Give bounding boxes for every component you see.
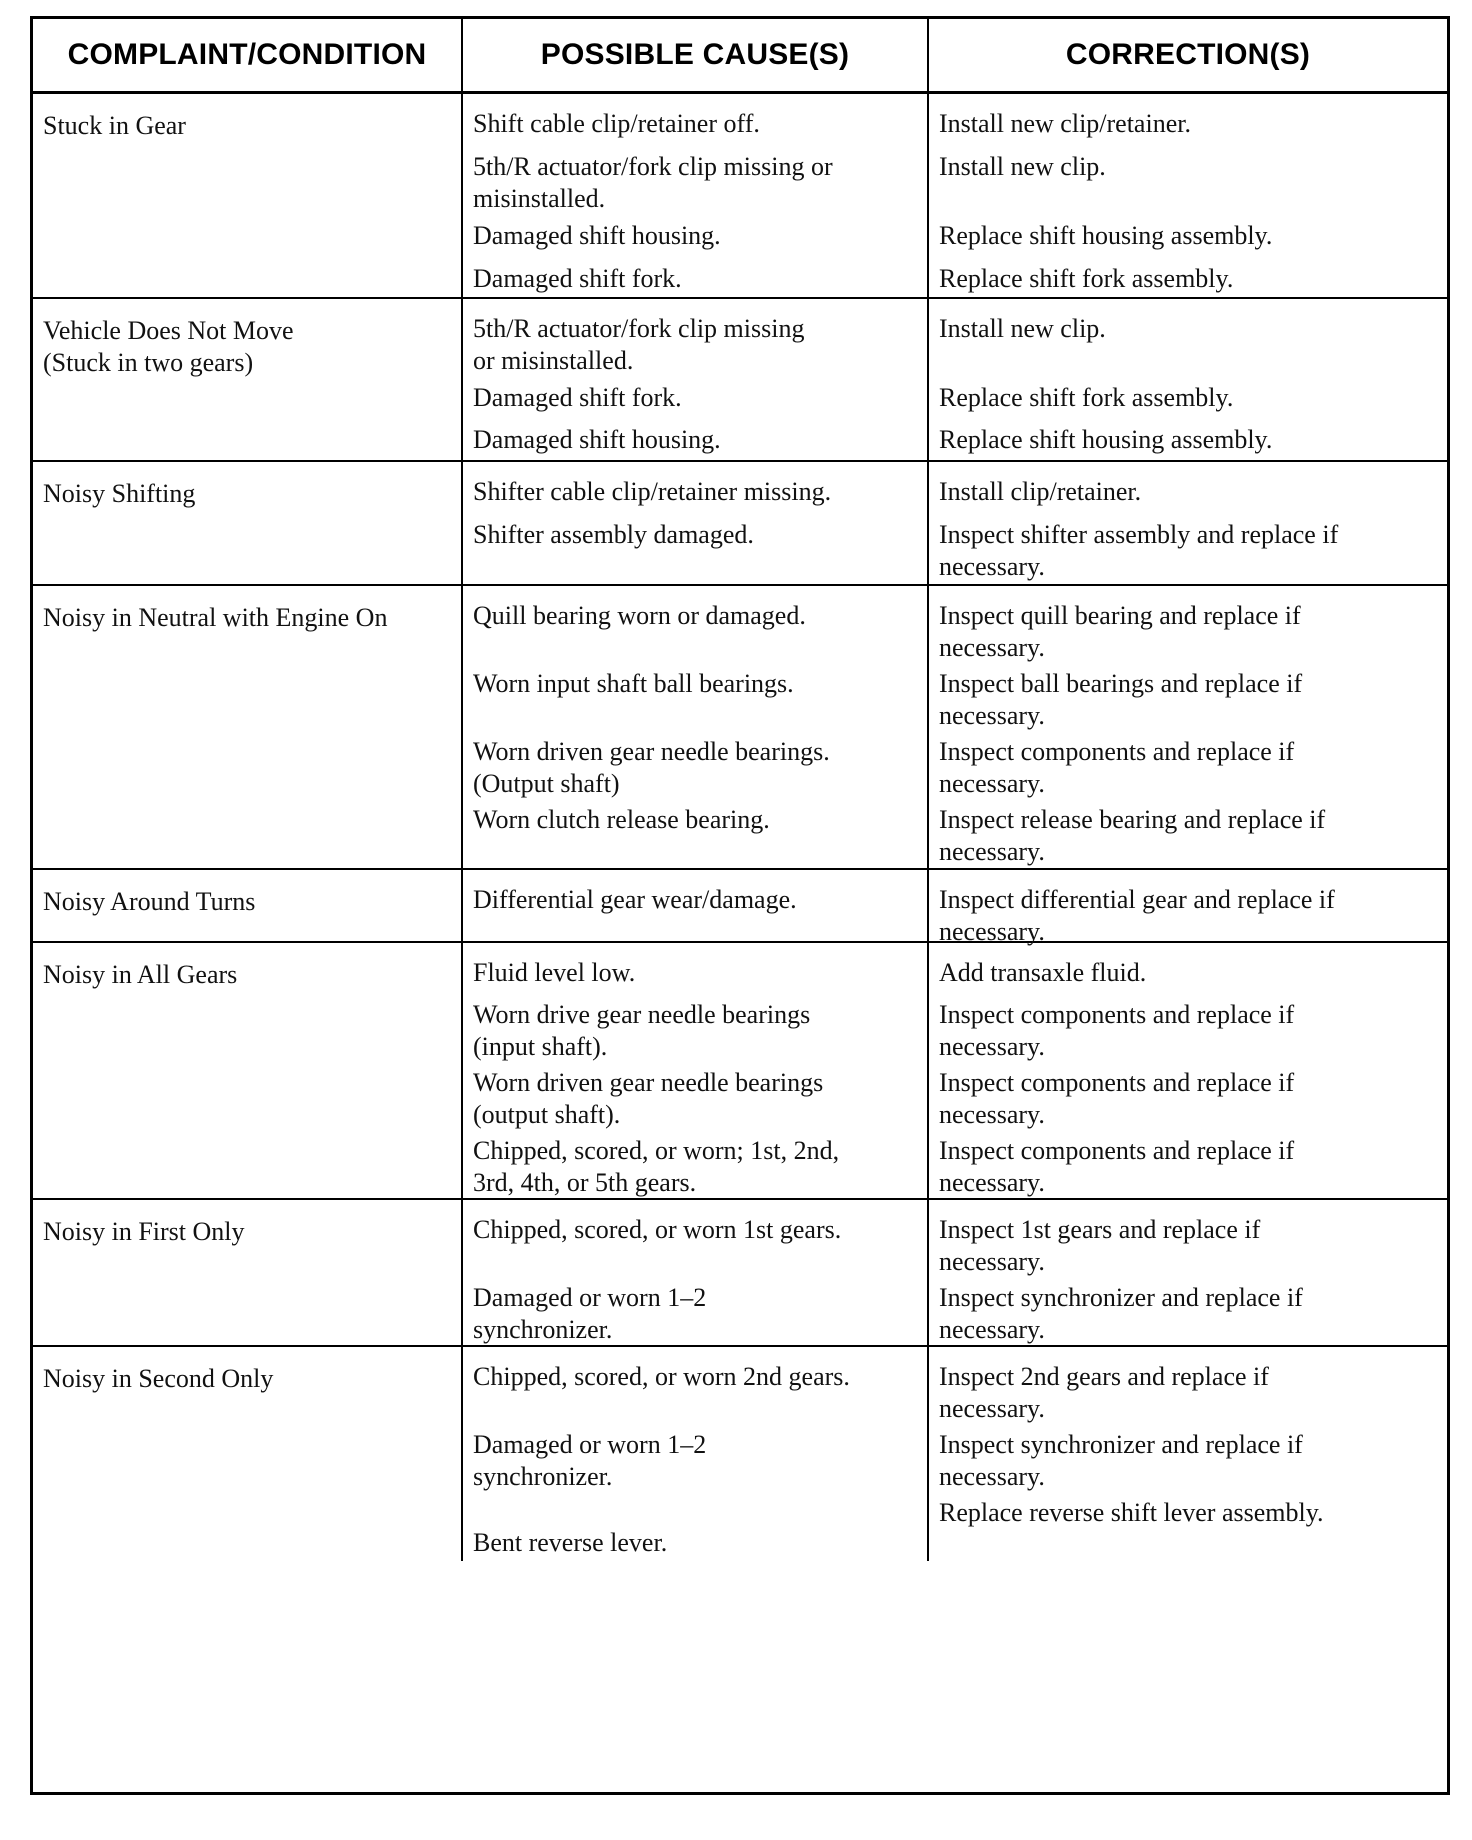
correction-item: Inspect synchronizer and replace if necessary. xyxy=(939,1430,1303,1491)
table-row xyxy=(33,462,1447,586)
cause-item: Chipped, scored, or worn 1st gears. xyxy=(473,1215,842,1244)
cause-item: Worn driven gear needle bearings (output shaft). xyxy=(473,1068,824,1129)
complaint-cell: Vehicle Does Not Move (Stuck in two gears) xyxy=(33,299,463,460)
correction-item: Inspect quill bearing and replace if necessary. xyxy=(939,601,1301,662)
correction-item: Inspect synchronizer and replace if necessary. xyxy=(939,1283,1303,1344)
cause-item: Chipped, scored, or worn; 1st, 2nd, 3rd, 4th, or 5th gears. xyxy=(473,1136,840,1197)
table-row xyxy=(33,943,1447,1200)
table-row xyxy=(33,94,1447,299)
cause-item: Damaged or worn 1–2 synchronizer. xyxy=(473,1430,707,1491)
correction-item: Inspect ball bearings and replace if necessary. xyxy=(939,669,1303,730)
correction-cell xyxy=(929,1200,1447,1345)
correction-item: Inspect components and replace if necessary. xyxy=(939,1068,1295,1129)
complaint-cell: Noisy in All Gears xyxy=(33,943,463,1198)
correction-cell xyxy=(929,299,1447,460)
cause-cell xyxy=(463,299,929,460)
correction-cell xyxy=(929,462,1447,584)
cause-item: Fluid level low. xyxy=(473,958,636,987)
complaint-cell: Noisy in First Only xyxy=(33,1200,463,1345)
correction-item: Inspect release bearing and replace if necessary. xyxy=(939,805,1326,866)
cause-item: Shifter cable clip/retainer missing. xyxy=(473,477,832,506)
correction-item: Add transaxle fluid. xyxy=(939,958,1147,987)
cause-item: 5th/R actuator/fork clip missing or misinstalled. xyxy=(473,152,833,213)
cause-item: Shift cable clip/retainer off. xyxy=(473,109,760,138)
correction-cell xyxy=(929,943,1447,1198)
correction-item: Inspect components and replace if necessary. xyxy=(939,1000,1295,1061)
complaint-cell: Noisy Shifting xyxy=(33,462,463,584)
correction-item: Inspect differential gear and replace if necessary. xyxy=(939,885,1335,946)
table-row xyxy=(33,586,1447,870)
cause-item: Quill bearing worn or damaged. xyxy=(473,601,806,630)
table-header xyxy=(33,19,1447,94)
correction-item: Inspect components and replace if necessary. xyxy=(939,1136,1295,1197)
cause-item: Damaged shift fork. xyxy=(473,264,682,293)
correction-item xyxy=(939,1527,1437,1567)
cause-cell xyxy=(463,462,929,584)
correction-item: Replace shift fork assembly. xyxy=(939,264,1234,293)
correction-item: Inspect shifter assembly and replace if necessary. xyxy=(939,520,1339,581)
complaint-cell: Noisy in Neutral with Engine On xyxy=(33,586,463,868)
header-correction: CORRECTION(S) xyxy=(1065,38,1311,71)
cause-item: Damaged or worn 1–2 synchronizer. xyxy=(473,1283,707,1344)
table-body xyxy=(33,94,1447,1561)
correction-item: Replace shift fork assembly. xyxy=(939,383,1234,412)
complaint-cell: Noisy Around Turns xyxy=(33,870,463,941)
cause-cell xyxy=(463,586,929,868)
correction-cell xyxy=(929,586,1447,868)
cause-item: Worn clutch release bearing. xyxy=(473,805,770,834)
table-row xyxy=(33,1347,1447,1561)
complaint-cell: Noisy in Second Only xyxy=(33,1347,463,1561)
correction-item: Install new clip. xyxy=(939,314,1106,343)
troubleshooting-table xyxy=(30,16,1450,1795)
cause-item: Differential gear wear/damage. xyxy=(473,885,797,914)
cause-item: Worn drive gear needle bearings (input shaft). xyxy=(473,1000,811,1061)
correction-cell xyxy=(929,1347,1447,1561)
cause-item: Damaged shift housing. xyxy=(473,221,721,250)
table-row xyxy=(33,299,1447,462)
correction-item: Inspect components and replace if necessary. xyxy=(939,737,1295,798)
cause-cell xyxy=(463,1200,929,1345)
correction-item: Inspect 2nd gears and replace if necessary. xyxy=(939,1362,1269,1423)
correction-item: Install clip/retainer. xyxy=(939,477,1142,506)
correction-item: Install new clip. xyxy=(939,152,1106,181)
correction-item: Inspect 1st gears and replace if necessary. xyxy=(939,1215,1261,1276)
cause-cell xyxy=(463,870,929,941)
cause-item: 5th/R actuator/fork clip missing or misinstalled. xyxy=(473,314,805,375)
correction-item: Install new clip/retainer. xyxy=(939,109,1191,138)
header-complaint: COMPLAINT/CONDITION xyxy=(33,19,463,91)
cause-item: Damaged shift fork. xyxy=(473,383,682,412)
table-row xyxy=(33,1200,1447,1347)
table-row xyxy=(33,870,1447,946)
cause-cell xyxy=(463,1347,929,1561)
cause-item: Worn driven gear needle bearings. (Output shaft) xyxy=(473,737,830,798)
correction-cell xyxy=(929,94,1447,297)
header-cause: POSSIBLE CAUSE(S) xyxy=(463,19,929,91)
cause-item: Chipped, scored, or worn 2nd gears. xyxy=(473,1362,850,1391)
cause-item: Worn input shaft ball bearings. xyxy=(473,669,794,698)
correction-item: Replace shift housing assembly. xyxy=(939,221,1273,250)
cause-cell xyxy=(463,94,929,297)
correction-item: Replace shift housing assembly. xyxy=(939,425,1273,454)
cause-item: Bent reverse lever. xyxy=(473,1528,668,1557)
cause-item: Damaged shift housing. xyxy=(473,425,721,454)
correction-item: Replace reverse shift lever assembly. xyxy=(939,1498,1324,1527)
cause-item: Shifter assembly damaged. xyxy=(473,520,754,549)
cause-cell xyxy=(463,943,929,1198)
cause-item xyxy=(473,1497,917,1527)
complaint-cell: Stuck in Gear xyxy=(33,94,463,297)
correction-cell xyxy=(929,870,1447,946)
